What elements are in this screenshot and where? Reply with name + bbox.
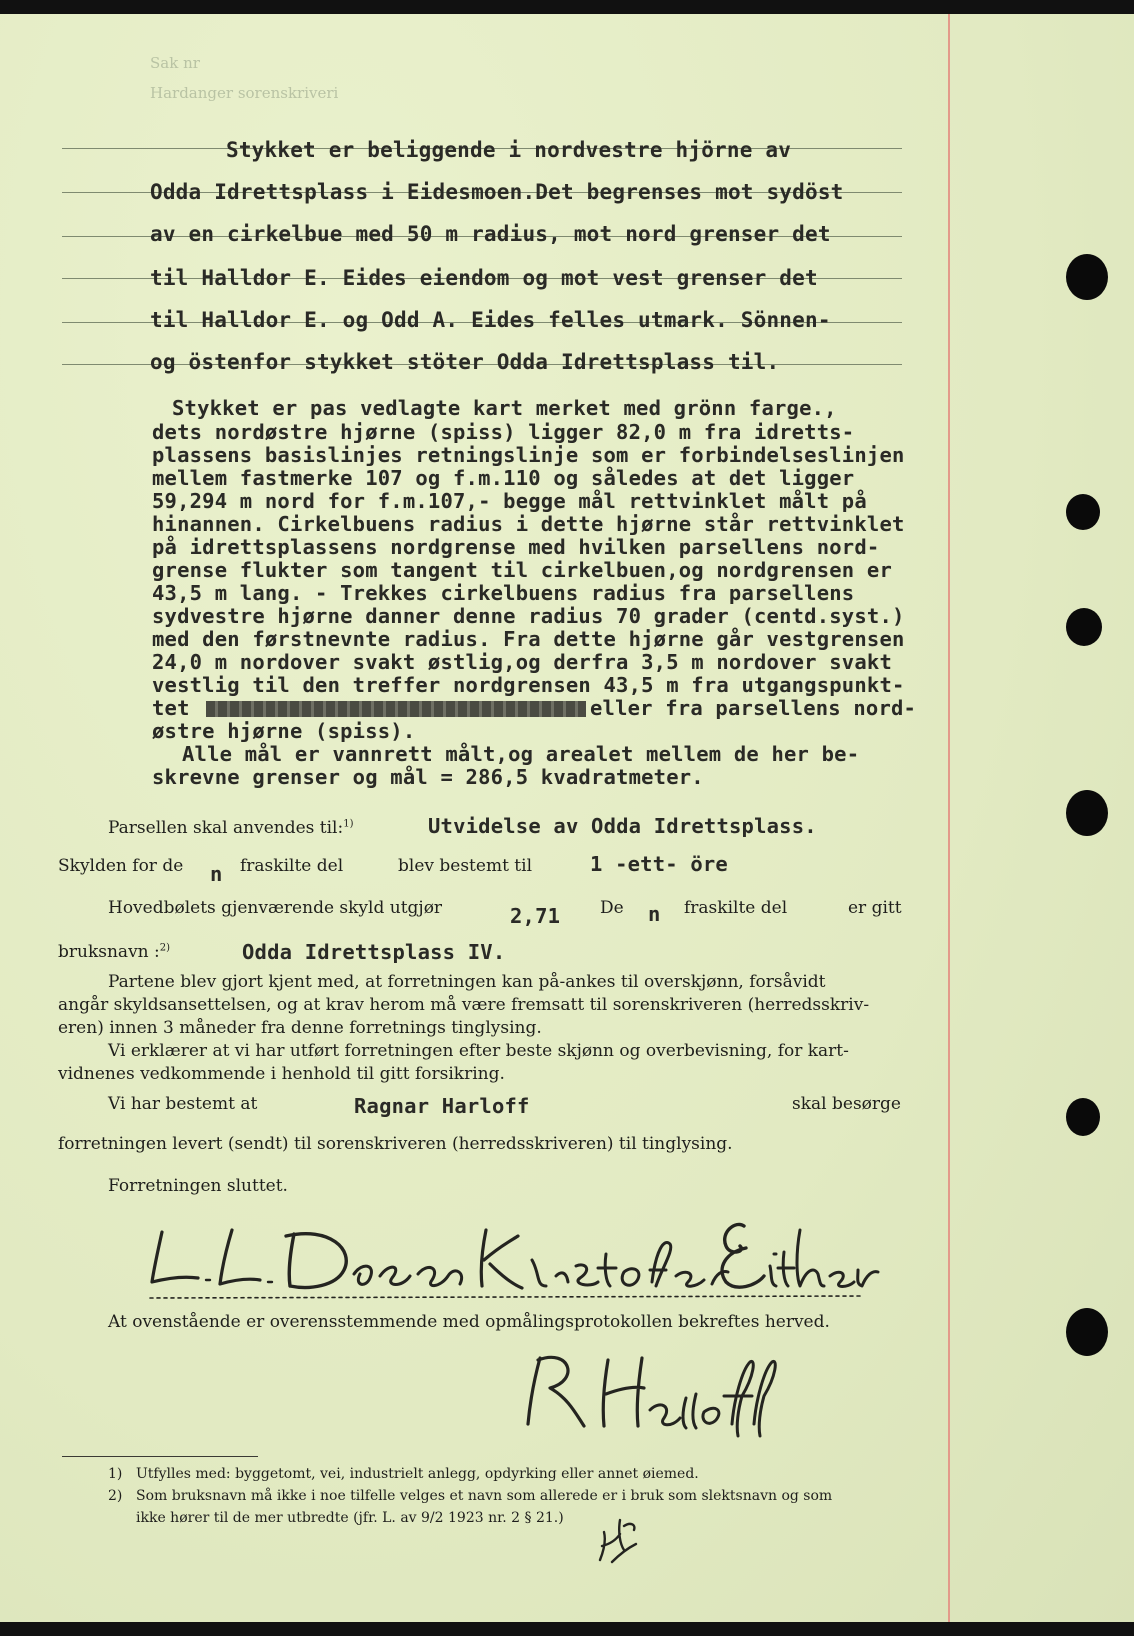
typed-line: og östenfor stykket stöter Odda Idrettsplass til. xyxy=(150,350,780,374)
page-initial-mark xyxy=(590,1510,650,1570)
typed-line: tet xyxy=(152,696,190,720)
sluttet-line: Forretningen sluttet. xyxy=(108,1176,288,1196)
paragraph-line: eren) innen 3 måneder fra denne forretnings tinglysing. xyxy=(58,1018,542,1038)
hoved-n: n xyxy=(648,902,661,926)
confirm-signature xyxy=(510,1340,780,1440)
scan-border-top xyxy=(0,0,1134,14)
paragraph-line: Partene blev gjort kjent med, at forretningen kan på-ankes til overskjønn, forsåvidt xyxy=(108,972,826,992)
footnote-text: Som bruksnavn må ikke i noe tilfelle velges et navn som allerede er i bruk som slektsnavn og som xyxy=(136,1488,833,1504)
footnote-mark: 1) xyxy=(108,1466,123,1482)
struck-out-text xyxy=(206,701,586,717)
typed-line: 43,5 m lang. - Trekkes cirkelbuens radius fra parsellens xyxy=(152,581,855,605)
usage-value: Utvidelse av Odda Idrettsplass. xyxy=(428,814,817,838)
punch-hole xyxy=(1066,790,1108,836)
typed-line: skrevne grenser og mål = 286,5 kvadratmeter. xyxy=(152,765,704,789)
usage-label: Parsellen skal anvendes til:$^{1)}$ xyxy=(108,818,354,838)
typed-line: Alle mål er vannrett målt,og arealet mellem de her be- xyxy=(182,742,860,766)
typed-line: 59,294 m nord for f.m.107,- begge mål rettvinklet målt på xyxy=(152,489,867,513)
faint-header-line: Hardanger sorenskriveri xyxy=(150,84,339,102)
typed-line: til Halldor E. Eides eiendom og mot vest grenser det xyxy=(150,266,818,290)
typed-line: vestlig til den treffer nordgrensen 43,5 m fra utgangspunkt- xyxy=(152,673,905,697)
typed-line: 24,0 m nordover svakt østlig,og derfra 3,5 m nordover svakt xyxy=(152,650,892,674)
confirm-line: At ovenstående er overensstemmende med opmålingsprotokollen bekreftes herved. xyxy=(108,1312,830,1332)
bruksnavn-value: Odda Idrettsplass IV. xyxy=(242,940,506,964)
typed-line: Odda Idrettsplass i Eidesmoen.Det begrenses mot sydöst xyxy=(150,180,844,204)
typed-line: på idrettsplassens nordgrense med hvilken parsellens nord- xyxy=(152,535,880,559)
footnote-rule xyxy=(62,1456,258,1457)
punch-hole xyxy=(1066,608,1102,646)
skyld-value: 1 -ett- öre xyxy=(590,852,728,876)
scan-border-bottom xyxy=(0,1622,1134,1636)
typed-line: eller fra parsellens nord- xyxy=(590,696,917,720)
punch-hole xyxy=(1066,254,1108,300)
hoved-gitt: er gitt xyxy=(848,898,902,918)
punch-hole xyxy=(1066,1098,1100,1136)
paragraph-line: vidnenes vedkommende i henhold til gitt forsikring. xyxy=(58,1064,505,1084)
bestemt-label: Vi har bestemt at xyxy=(108,1094,258,1114)
footnote-mark: 2) xyxy=(108,1488,123,1504)
skyld-label: blev bestemt til xyxy=(398,856,533,876)
bruksnavn-label: bruksnavn :$^{2)}$ xyxy=(58,942,171,962)
typed-line: mellem fastmerke 107 og f.m.110 og således at det ligger xyxy=(152,466,855,490)
typed-line: Stykket er pas vedlagte kart merket med grönn farge., xyxy=(172,396,837,420)
bestemt-tail: skal besørge xyxy=(792,1094,901,1114)
typed-line: av en cirkelbue med 50 m radius, mot nord grenser det xyxy=(150,222,831,246)
typed-line: grense flukter som tangent til cirkelbuen,og nordgrensen er xyxy=(152,558,892,582)
typed-line: dets nordøstre hjørne (spiss) ligger 82,0 m fra idretts- xyxy=(152,420,855,444)
punch-hole xyxy=(1066,494,1100,530)
typed-line: østre hjørne (spiss). xyxy=(152,719,416,743)
faint-header-line: Sak nr xyxy=(150,54,200,72)
hoved-label: Hovedbølets gjenværende skyld utgjør xyxy=(108,898,443,918)
skyld-label: Skylden for de xyxy=(58,856,184,876)
typed-line: Stykket er beliggende i nordvestre hjörne av xyxy=(226,138,792,162)
skyld-n: n xyxy=(210,862,223,886)
typed-line: med den førstnevnte radius. Fra dette hjørne går vestgrensen xyxy=(152,627,905,651)
typed-line: hinannen. Cirkelbuens radius i dette hjørne står rettvinklet xyxy=(152,512,905,536)
skyld-label: fraskilte del xyxy=(240,856,344,876)
hoved-value: 2,71 xyxy=(510,904,561,928)
typed-line: sydvestre hjørne danner denne radius 70 grader (centd.syst.) xyxy=(152,604,905,628)
footnote-text: ikke hører til de mer utbredte (jfr. L. av 9/2 1923 nr. 2 § 21.) xyxy=(136,1510,564,1526)
typed-line: til Halldor E. og Odd A. Eides felles utmark. Sönnen- xyxy=(150,308,831,332)
hoved-fraskilte: fraskilte del xyxy=(684,898,788,918)
levert-line: forretningen levert (sendt) til sorenskriveren (herredsskriveren) til tinglysing. xyxy=(58,1134,733,1154)
paragraph-line: Vi erklærer at vi har utført forretningen efter beste skjønn og overbevisning, for kart- xyxy=(108,1041,849,1061)
hoved-de: De xyxy=(600,898,624,918)
typed-line: plassens basislinjes retningslinje som er forbindelseslinjen xyxy=(152,443,905,467)
footnote-text: Utfylles med: byggetomt, vei, industrielt anlegg, opdyrking eller annet øiemed. xyxy=(136,1466,699,1482)
margin-line xyxy=(948,14,950,1622)
punch-hole xyxy=(1066,1308,1108,1356)
surveyor-signatures xyxy=(140,1190,880,1310)
bestemt-value: Ragnar Harloff xyxy=(354,1094,530,1118)
paragraph-line: angår skyldsansettelsen, og at krav herom må være fremsatt til sorenskriveren (herredsskriv- xyxy=(58,995,870,1015)
